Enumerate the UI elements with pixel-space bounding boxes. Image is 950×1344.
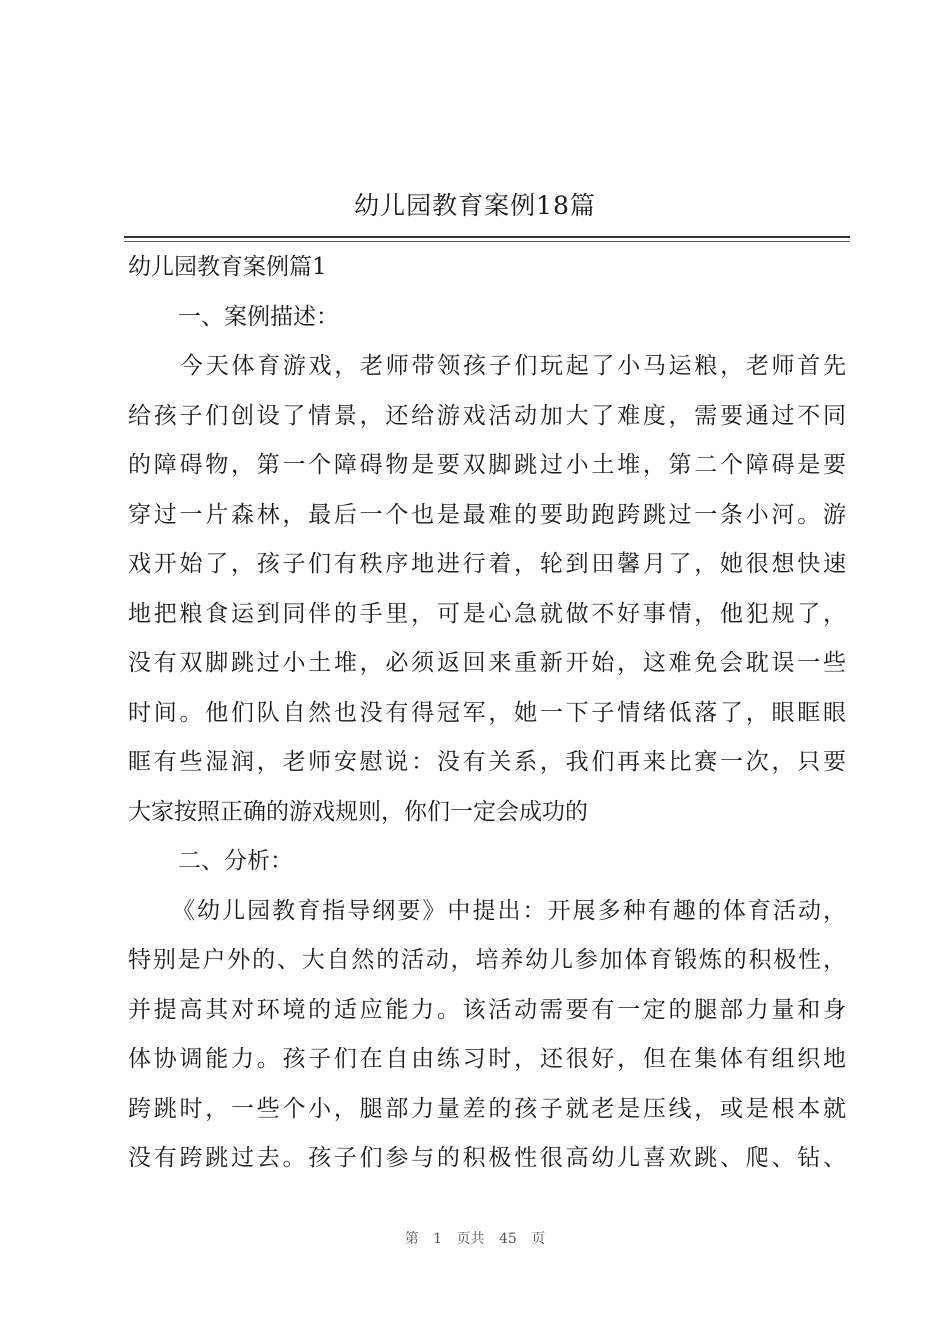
paragraph-line: 穿过一片森林，最后一个也是最难的要助跑跨跳过一条小河。游 <box>128 502 846 528</box>
paragraph-line: 地把粮食运到同伴的手里，可是心急就做不好事情，他犯规了， <box>128 601 846 627</box>
paragraph-line: 并提高其对环境的适应能力。该活动需要有一定的腿部力量和身 <box>128 997 846 1023</box>
paragraph-line: 体协调能力。孩子们在自由练习时，还很好，但在集体有组织地 <box>128 1046 846 1072</box>
subheading-analysis: 二、分析： <box>178 848 293 874</box>
paragraph-line: 的障碍物，第一个障碍物是要双脚跳过小土堆，第二个障碍是要 <box>128 452 846 478</box>
paragraph-line-last: 大家按照正确的游戏规则，你们一定会成功的 <box>128 799 588 825</box>
section-heading: 幼儿园教育案例篇1 <box>128 254 327 280</box>
paragraph-line: 《幼儿园教育指导纲要》中提出：开展多种有趣的体育活动， <box>172 898 846 924</box>
paragraph-line: 今天体育游戏，老师带领孩子们玩起了小马运粮，老师首先 <box>180 353 846 379</box>
paragraph-line: 戏开始了，孩子们有秩序地进行着，轮到田馨月了，她很想快速 <box>128 551 846 577</box>
paragraph-line: 眶有些湿润，老师安慰说：没有关系，我们再来比赛一次，只要 <box>128 749 846 775</box>
paragraph-line: 跨跳时，一些个小，腿部力量差的孩子就老是压线，或是根本就 <box>128 1096 846 1122</box>
subheading-description: 一、案例描述： <box>178 304 339 330</box>
page-footer: 第 1 页共 45 页 <box>404 1231 546 1247</box>
paragraph-line: 没有跨跳过去。孩子们参与的积极性很高幼儿喜欢跳、爬、钻、 <box>128 1145 846 1171</box>
paragraph-line: 时间。他们队自然也没有得冠军，她一下子情绪低落了，眼眶眼 <box>128 700 846 726</box>
document-title: 幼儿园教育案例18篇 <box>354 191 596 220</box>
paragraph-line: 给孩子们创设了情景，还给游戏活动加大了难度，需要通过不同 <box>128 403 846 429</box>
title-rule-thick <box>124 236 850 238</box>
paragraph-line: 没有双脚跳过小土堆，必须返回来重新开始，这难免会耽误一些 <box>128 650 846 676</box>
title-rule-thin <box>124 241 850 242</box>
paragraph-line: 特别是户外的、大自然的活动，培养幼儿参加体育锻炼的积极性， <box>128 947 846 973</box>
